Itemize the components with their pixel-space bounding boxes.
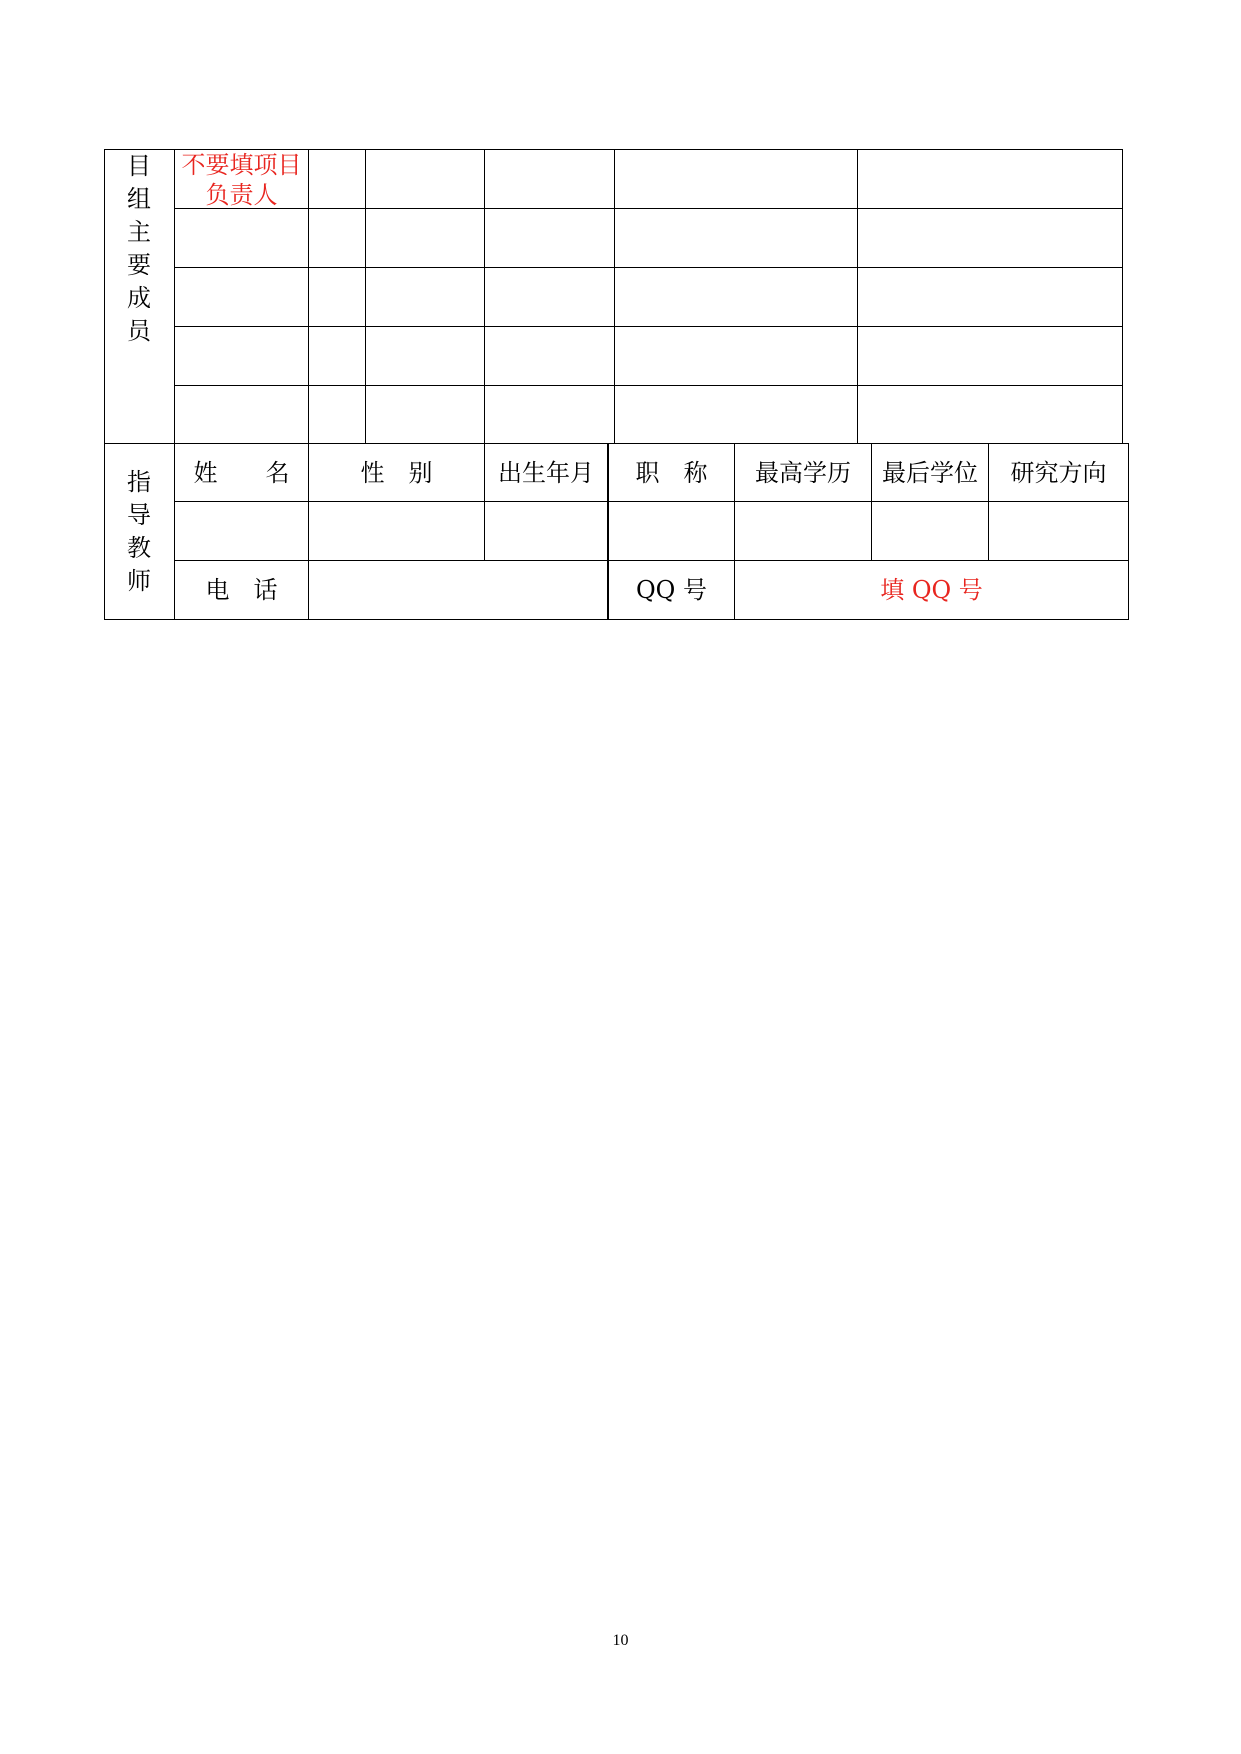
page-number: 10: [612, 1632, 629, 1649]
member-note-line1: 不要填项目: [181, 151, 302, 179]
header-research: 研究方向: [1010, 458, 1107, 487]
row-divider: [174, 267, 1123, 268]
members-side-label: [122, 150, 156, 348]
row-divider: [174, 208, 1123, 209]
phone-value-field[interactable]: [309, 561, 607, 619]
header-gender: 性 别: [360, 458, 433, 487]
header-birth: 出生年月: [498, 458, 594, 487]
members-side-label-text: 目组主要成员: [127, 152, 151, 345]
row-divider: [174, 501, 1129, 502]
row-divider: [174, 326, 1123, 327]
header-name: 姓 名: [193, 458, 290, 487]
col-divider: [174, 149, 175, 620]
qq-label: QQ 号: [636, 576, 707, 604]
col-divider: [857, 149, 858, 443]
header-last-degree: 最后学位: [882, 458, 978, 487]
member-cell-note: [175, 151, 308, 209]
table-border-right-lower: [1128, 443, 1129, 620]
member-note-line2: 负责人: [205, 181, 278, 209]
header-title: 职 称: [635, 458, 708, 487]
qq-value[interactable]: 填 QQ 号: [880, 576, 983, 604]
col-divider: [614, 149, 615, 443]
table-border-left: [104, 149, 105, 620]
table-border-right-upper: [1122, 149, 1123, 443]
advisor-side-label-text: 指导教师: [127, 468, 151, 595]
phone-label: 电 话: [205, 576, 278, 604]
table-border-bottom: [104, 619, 1129, 620]
row-divider: [174, 385, 1123, 386]
col-divider: [365, 149, 366, 443]
advisor-side-label: [122, 466, 156, 598]
header-highest-education: 最高学历: [755, 458, 851, 487]
col-divider: [308, 149, 309, 620]
